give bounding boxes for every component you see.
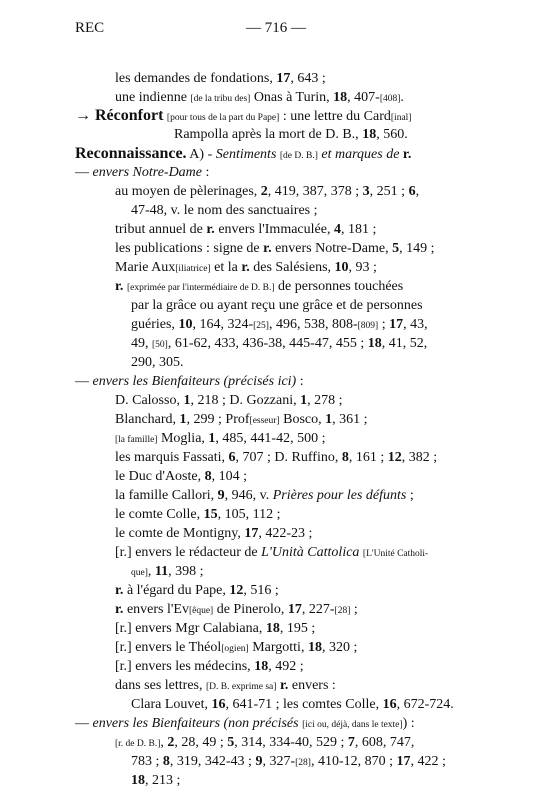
entry-text: envers l'Immaculée, [214,222,334,237]
entry-text: ; [378,317,390,332]
index-line [115,506,281,524]
volume-number: r. [115,583,124,598]
entry-text: le comte de Montigny, [115,526,245,541]
volume-number: 16 [382,697,397,712]
volume-number: 10 [334,260,349,275]
italic-text: envers les Bienfaiteurs (non précisés [92,716,299,731]
entry-text: envers : [288,678,336,693]
editorial-note: [D. B. exprime sa] [205,682,277,692]
volume-number: 7 [347,735,355,750]
entry-text: guéries, [131,317,179,332]
entry-text: envers Notre-Dame, [271,241,393,256]
index-line [131,335,427,354]
entry-text: au moyen de pèlerinages, [115,184,261,199]
entry-text: , 227- [301,602,335,617]
entry-text: ; [350,602,358,617]
entry-text: , [147,564,155,579]
italic-text: Prières pour les défunts [272,488,407,503]
entry-text: , 213 ; [145,773,181,788]
entry-text: les demandes de fondations, [115,71,277,86]
editorial-note: que] [131,568,148,578]
editorial-note: [exprimée par l'intermédiaire de D. B.] [126,283,275,293]
volume-number: 17 [244,526,259,541]
entry-text: 290, 305. [131,355,184,370]
entry-text: 49, [131,336,152,351]
entry-text: , 516 ; [243,583,279,598]
editorial-note: [esseur] [249,416,280,426]
volume-number: 9 [255,754,263,769]
volume-number: r. [279,678,289,693]
index-line [115,278,403,297]
volume-number: 17 [389,317,404,332]
editorial-note: [809] [357,321,379,331]
editorial-note: [êque] [188,606,214,616]
entry-text: , 407- [347,90,380,105]
entry-text: , 149 ; [399,241,435,256]
entry-text: , [160,735,168,750]
volume-number: 1 [300,393,308,408]
index-line [131,563,204,582]
volume-number: 4 [333,222,341,237]
index-line [75,373,304,391]
italic-text: L'Unità Cattolica [261,545,360,560]
index-line [115,392,343,410]
volume-number: 18 [131,773,145,788]
volume-number: r. [263,241,272,256]
entry-text: , 314, 334-40, 529 ; [234,735,348,750]
entry-text: dans ses lettres, [115,678,206,693]
volume-number: 2 [167,735,175,750]
headword: Réconfort [95,107,164,124]
index-line [115,89,404,108]
entry-text: ) : [402,716,415,731]
entry-text: , 161 ; [348,450,388,465]
entry-text: , 707 ; D. Ruffino, [235,450,342,465]
index-line [115,639,357,658]
entry-text: Marie Aux [115,260,176,275]
entry-text: , 410-12, 870 ; [310,754,397,769]
entry-text: [r.] envers Mgr Calabiana, [115,621,266,636]
index-line [75,107,411,127]
editorial-note: [28] [295,758,311,768]
volume-number: 18 [367,336,382,351]
entry-text: , 61-62, 433, 436-38, 445-47, 455 ; [167,336,368,351]
editorial-note: [50] [152,340,168,350]
entry-text: , 164, 324- [192,317,254,332]
editorial-note: [de D. B.] [279,151,318,161]
entry-text: , 104 ; [211,469,248,484]
index-line [131,316,428,335]
entry-text: , 93 ; [348,260,377,275]
entry-text: le Duc d'Aoste, [115,469,205,484]
index-line [115,259,377,278]
entry-text: , 361 ; [332,412,368,427]
volume-number: 12 [387,450,402,465]
entry-text: de Pinerolo, [213,602,288,617]
volume-number: 6 [408,184,416,199]
index-line [75,715,415,734]
entry-text: , 608, 747, [354,735,415,750]
editorial-note: [r. de D. B.] [115,739,161,749]
index-line [131,297,423,315]
entry-text: D. Calosso, [115,393,184,408]
editorial-note: [inal] [390,113,412,123]
italic-text: Sentiments [215,147,277,162]
index-line [174,126,408,144]
volume-number: 11 [154,564,169,579]
entry-text: , 422-23 ; [258,526,313,541]
volume-number: 3 [362,184,370,199]
editorial-note: [de la tribu des] [190,94,251,104]
entry-text: Blanchard, [115,412,180,427]
index-line [115,544,428,563]
volume-number: 9 [217,488,225,503]
index-line [115,411,368,430]
entry-text: , 278 ; [307,393,343,408]
volume-number: 18 [362,127,377,142]
index-line [115,734,414,753]
editorial-note: [ici ou, déjà, dans le texte] [302,720,403,730]
entry-text: : [202,165,210,180]
volume-number: 5 [392,241,400,256]
entry-text: , 946, v. [224,488,273,503]
index-line [75,145,411,165]
volume-number: 1 [208,431,216,446]
index-line [115,487,414,505]
index-line [115,221,376,239]
entry-text: — [75,374,93,389]
index-line [115,449,437,467]
entry-text: , 496, 538, 808- [268,317,358,332]
volume-number: r. [206,222,215,237]
index-line [115,658,304,676]
volume-number: 8 [204,469,212,484]
index-line [131,772,180,790]
arrow-icon: → [75,107,95,124]
italic-text: envers Notre-Dame [92,165,203,180]
entry-text: [r.] envers le Théol [115,640,222,655]
entry-text: , 28, 49 ; [174,735,228,750]
entry-text: Bosco, [279,412,326,427]
editorial-note: [408] [379,94,401,104]
entry-text: Onas à Turin, [250,90,334,105]
entry-text: les publications : signe de [115,241,264,256]
entry-text: , 41, 52, [381,336,428,351]
entry-text: 47-48, v. le nom des sanctuaires ; [131,203,318,218]
entry-text: — [75,716,93,731]
volume-number: 5 [227,735,235,750]
entry-text: , 327- [262,754,296,769]
index-line [115,468,247,486]
index-line [115,240,435,258]
editorial-note: [iliatrice] [175,264,211,274]
entry-text: envers l'Ev [123,602,189,617]
index-line [131,753,446,772]
entry-text: [r.] envers les médecins, [115,659,255,674]
index-line [115,430,325,449]
index-line [115,70,326,88]
volume-number: 18 [265,621,280,636]
volume-number: r. [115,602,124,617]
volume-number: 12 [229,583,244,598]
entry-text: [r.] envers le rédacteur de [115,545,262,560]
volume-number: 18 [307,640,322,655]
entry-text: , 251 ; [369,184,409,199]
entry-text: , 105, 112 ; [217,507,281,522]
index-line [131,202,318,220]
volume-number: r. [115,279,124,294]
italic-text: envers les Bienfaiteurs (précisés ici) [92,374,297,389]
entry-text: — [75,165,93,180]
volume-number: 15 [203,507,218,522]
index-line [115,620,315,638]
entry-text: de personnes touchées [274,279,404,294]
entry-text: , 560. [376,127,408,142]
entry-text: Clara Louvet, [131,697,212,712]
volume-number: r. [402,147,412,162]
index-line [115,525,312,543]
volume-number: 18 [254,659,269,674]
editorial-note: [pour tous de la part du Pape] [166,113,280,123]
volume-number: 17 [287,602,302,617]
index-line [115,601,358,620]
entry-text: ; [406,488,414,503]
entry-text: : [296,374,304,389]
index-line [115,582,279,600]
entry-text: , 319, 342-43 ; [169,754,256,769]
entry-text: une indienne [115,90,191,105]
entry-text: , 382 ; [401,450,438,465]
entry-text: , 419, 387, 378 ; [267,184,363,199]
entry-text: , 485, 441-42, 500 ; [215,431,326,446]
entry-text: , 422 ; [410,754,446,769]
volume-number: 17 [276,71,291,86]
entry-text: Rampolla après la mort de D. B., [174,127,363,142]
entry-text: , 320 ; [321,640,358,655]
volume-number: r. [241,260,250,275]
entry-text: , 643 ; [290,71,326,86]
entry-text: les marquis Fassati, [115,450,229,465]
volume-number: 6 [228,450,236,465]
entry-text: , 181 ; [340,222,377,237]
entry-text: , 672-724. [396,697,454,712]
volume-number: 10 [178,317,193,332]
entry-text: des Salésiens, [249,260,335,275]
entry-text: , 398 ; [168,564,204,579]
entry-text: le comte Colle, [115,507,204,522]
entry-text: à l'égard du Pape, [123,583,230,598]
entry-text: par la grâce ou ayant reçu une grâce et de personnes [131,298,423,313]
entry-text: , 299 ; Prof [186,412,250,427]
volume-number: 8 [162,754,170,769]
volume-number: 8 [341,450,349,465]
entry-text: . [400,90,404,105]
editorial-note: [la famille] [115,435,158,445]
headword: Reconnaissance. [75,145,187,162]
italic-text: et marques de [321,147,403,162]
entry-text: , [415,184,420,199]
entry-text: Margotti, [248,640,308,655]
editorial-note: [28] [334,606,351,616]
entry-text: et la [210,260,242,275]
editorial-note: [ogien] [221,644,249,654]
volume-number: 2 [260,184,268,199]
entry-text: , 492 ; [268,659,304,674]
entry-text: , 195 ; [279,621,316,636]
running-head: REC [75,20,105,36]
entry-text: Moglia, [157,431,209,446]
index-line [115,183,419,201]
entry-text: , 641-71 ; les comtes Colle, [225,697,383,712]
entry-text: , 218 ; D. Gozzani, [190,393,301,408]
volume-number: 17 [396,754,411,769]
index-line [131,696,454,714]
volume-number: 16 [211,697,226,712]
editorial-note: [L'Unité Catholi- [362,549,429,559]
volume-number: 18 [333,90,348,105]
volume-number: 1 [325,412,333,427]
editorial-note: [25] [253,321,269,331]
entry-text: A) - [186,147,216,162]
entry-text: : une lettre du Card [279,109,391,124]
volume-number: 1 [183,393,191,408]
index-line [115,677,336,696]
volume-number: 1 [179,412,187,427]
entry-text: 783 ; [131,754,163,769]
page-number: — 716 — [246,20,306,36]
entry-text: la famille Callori, [115,488,218,503]
entry-text: , 43, [403,317,428,332]
index-line [131,354,184,372]
entry-text: tribut annuel de [115,222,207,237]
index-line [75,164,209,182]
